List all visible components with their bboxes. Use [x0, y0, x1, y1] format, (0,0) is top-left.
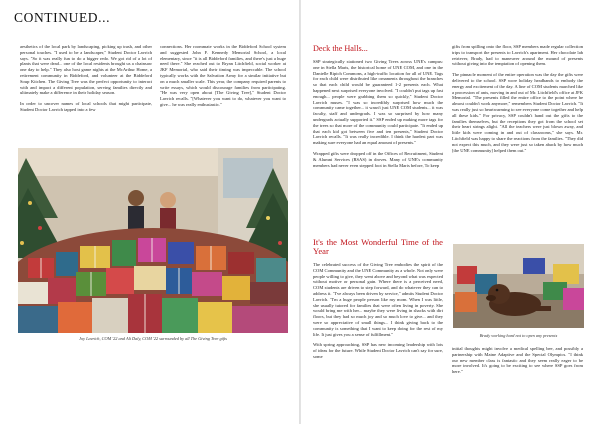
- paragraph: initial thoughts might involve a medical spelling bee, and possibly a partnership with Maine Adaptive and the Special Olympics. "I think our new member class is fantastic and they seem really eager to be more involved. It's going to be exciting to see where SSP goes from here.": [452, 346, 583, 375]
- paragraph: connections. Her roommate works in the Biddeford School system and suggested John F. Kennedy Memorial School, a local elementary, since "it is all Biddeford families, and there's just a huge need there." She reached out to Bryan Litchfield, social worker at JKF Memorial, who said their timing was impeccable. The school typically works with the Salvation Army for a similar initiative but on a much smaller scale. This year, the company required parents to write essays, which would discourage families from participating. "He was very open about [The Giving Tree]," Student Doctor Lavrich recalls. "[Whatever you want to do, whatever you want to give... he was really enthusiastic.": [160, 44, 286, 107]
- photo-dog-illustration: [453, 244, 584, 328]
- paragraph: With spring approaching, SSP has new incoming leadership with lots of ideas for the future. While Student Doctor Lavrich can't say for sure, some: [313, 342, 443, 359]
- paragraph: gifts from spilling onto the floor, SSP members made regular collection trips to transport the presents to Lavrich's apartment. Her chocolate lab retriever, Brady, had to maneuver around the mound of presents without giving into the temptation of opening them.: [452, 44, 583, 67]
- right-column-1-top: [313, 44, 443, 173]
- left-column-1: [20, 44, 152, 118]
- paragraph: aesthetics of the local park by landscaping, picking up trash, and other personal touches. "I used to be a landscaper," Student Doctor Lavrich says. "So it was really fun to do a bigger redo. We got rid of a lot of plants that were dead... one of the local residents brought us a chainsaw one day to help." They also host game nights at the McArthur Home, a retirement community in Biddeford, and volunteer at the Biddeford Soup Kitchen. The Giving Tree was the perfect opportunity to interact with and impact a different population, serving families directly and ultimately make a difference in their holiday season.: [20, 44, 152, 96]
- photo-caption-small: Brady working hard not to open any presents: [479, 333, 558, 338]
- left-column-2: [160, 44, 286, 113]
- section-heading: Deck the Halls...: [313, 44, 368, 53]
- photo-caption-main: Joy Lavrich, COM '22 and Ali Daly, COM '22 surrounded by all The Giving Tree gifts: [79, 336, 227, 341]
- paragraph: In order to uncover names of local schools that might participate, Student Doctor Lavrich tapped into a few: [20, 101, 152, 112]
- paragraph: SSP strategically stationed two Giving Trees across UNE's campus: one in Stella Maris, the historical home of UNE COM, and one in the Danielle Ripich Commons, a high-traffic location for all of UNE. Tags for each child were distributed like ornaments throughout the branches so that each child would be guaranteed 1-2 presents each. What happened next surprised everyone involved. "I couldn't put tags up fast enough... people were grabbing them so quickly," Student Doctor Lavrich muses. "I was so incredibly surprised how much the community came together... it wasn't just UNE COM students... it was faculty, staff and undergrads. I was so surprised by how many undergrads actually supported it." SSP ended up making more tags for the trees so that more of the community could participate. "It ended up that each kid got between five and ten presents," Student Doctor Lavrich recalls. "It was really incredible. I think the hardest part was making sure everyone had an equal amount of presents.": [313, 59, 443, 146]
- right-column-2-top: [452, 44, 583, 158]
- photo-dog-with-presents: [453, 244, 584, 328]
- right-column-1-bottom: [313, 238, 443, 365]
- right-column-2-bottom: [452, 346, 583, 380]
- paragraph: The celebrated success of the Giving Tree embodies the spirit of the COM Community and the UNE Community as a whole. Not only were people willing to give, they went above and beyond what was expected without motive or personal gain. Where there is a perceived need, COM students are driven to step forward, and do whatever they can to address it. "I've always been driven by service," admits Student Doctor Lavrich. "I'm a huge people person like my mom. When I was little, she usually tutored for families that were often living in poverty. She would bring me with her... maybe they were living in shacks with dirt floors, but they had so much joy and so much love to give... and they were so appreciative of small things... I think giving back to the community is something that I want to keep doing for the rest of my life. It just gives you a sense of fulfillment.": [313, 262, 443, 337]
- paragraph: Wrapped gifts were dropped off in the Offices of Recruitment, Student & Alumni Services (RSAS) in droves. Many of UNE's community members had never even stepped foot in Stella Maris before, To keep: [313, 150, 443, 168]
- running-head: CONTINUED...: [14, 10, 111, 25]
- photo-gift-pile-illustration: [18, 148, 288, 333]
- page-gutter: [299, 0, 301, 424]
- photo-gift-pile: [18, 148, 288, 333]
- paragraph: The pinnacle moment of the entire operation was the day the gifts were delivered to the school. SSP wore holiday headbands to embody the energy and excitement of the day. A line of COM students marched like a procession of ants, moving in and out of Mr. Litchfield's office at JFK Memorial. "The presents filled the entire office to the point where he almost couldn't work anymore," remembers Student Doctor Lavrich. "It was really just so heartwarming to see everyone come together and help all these kids." For privacy, SSP couldn't hand out the gifts to the families themselves, but the receptions they got from the school set their heart strings alight. "All the teachers were just blown away, and little kids were coming in and out of classrooms," she says. Mr. Litchfield was happy to share the reactions from the families. "They did not expect this much, and they were just so taken aback by how much [the UNE community] helped them out.": [452, 72, 583, 153]
- section-heading: It's the Most Wonderful Time of the Year: [313, 237, 443, 256]
